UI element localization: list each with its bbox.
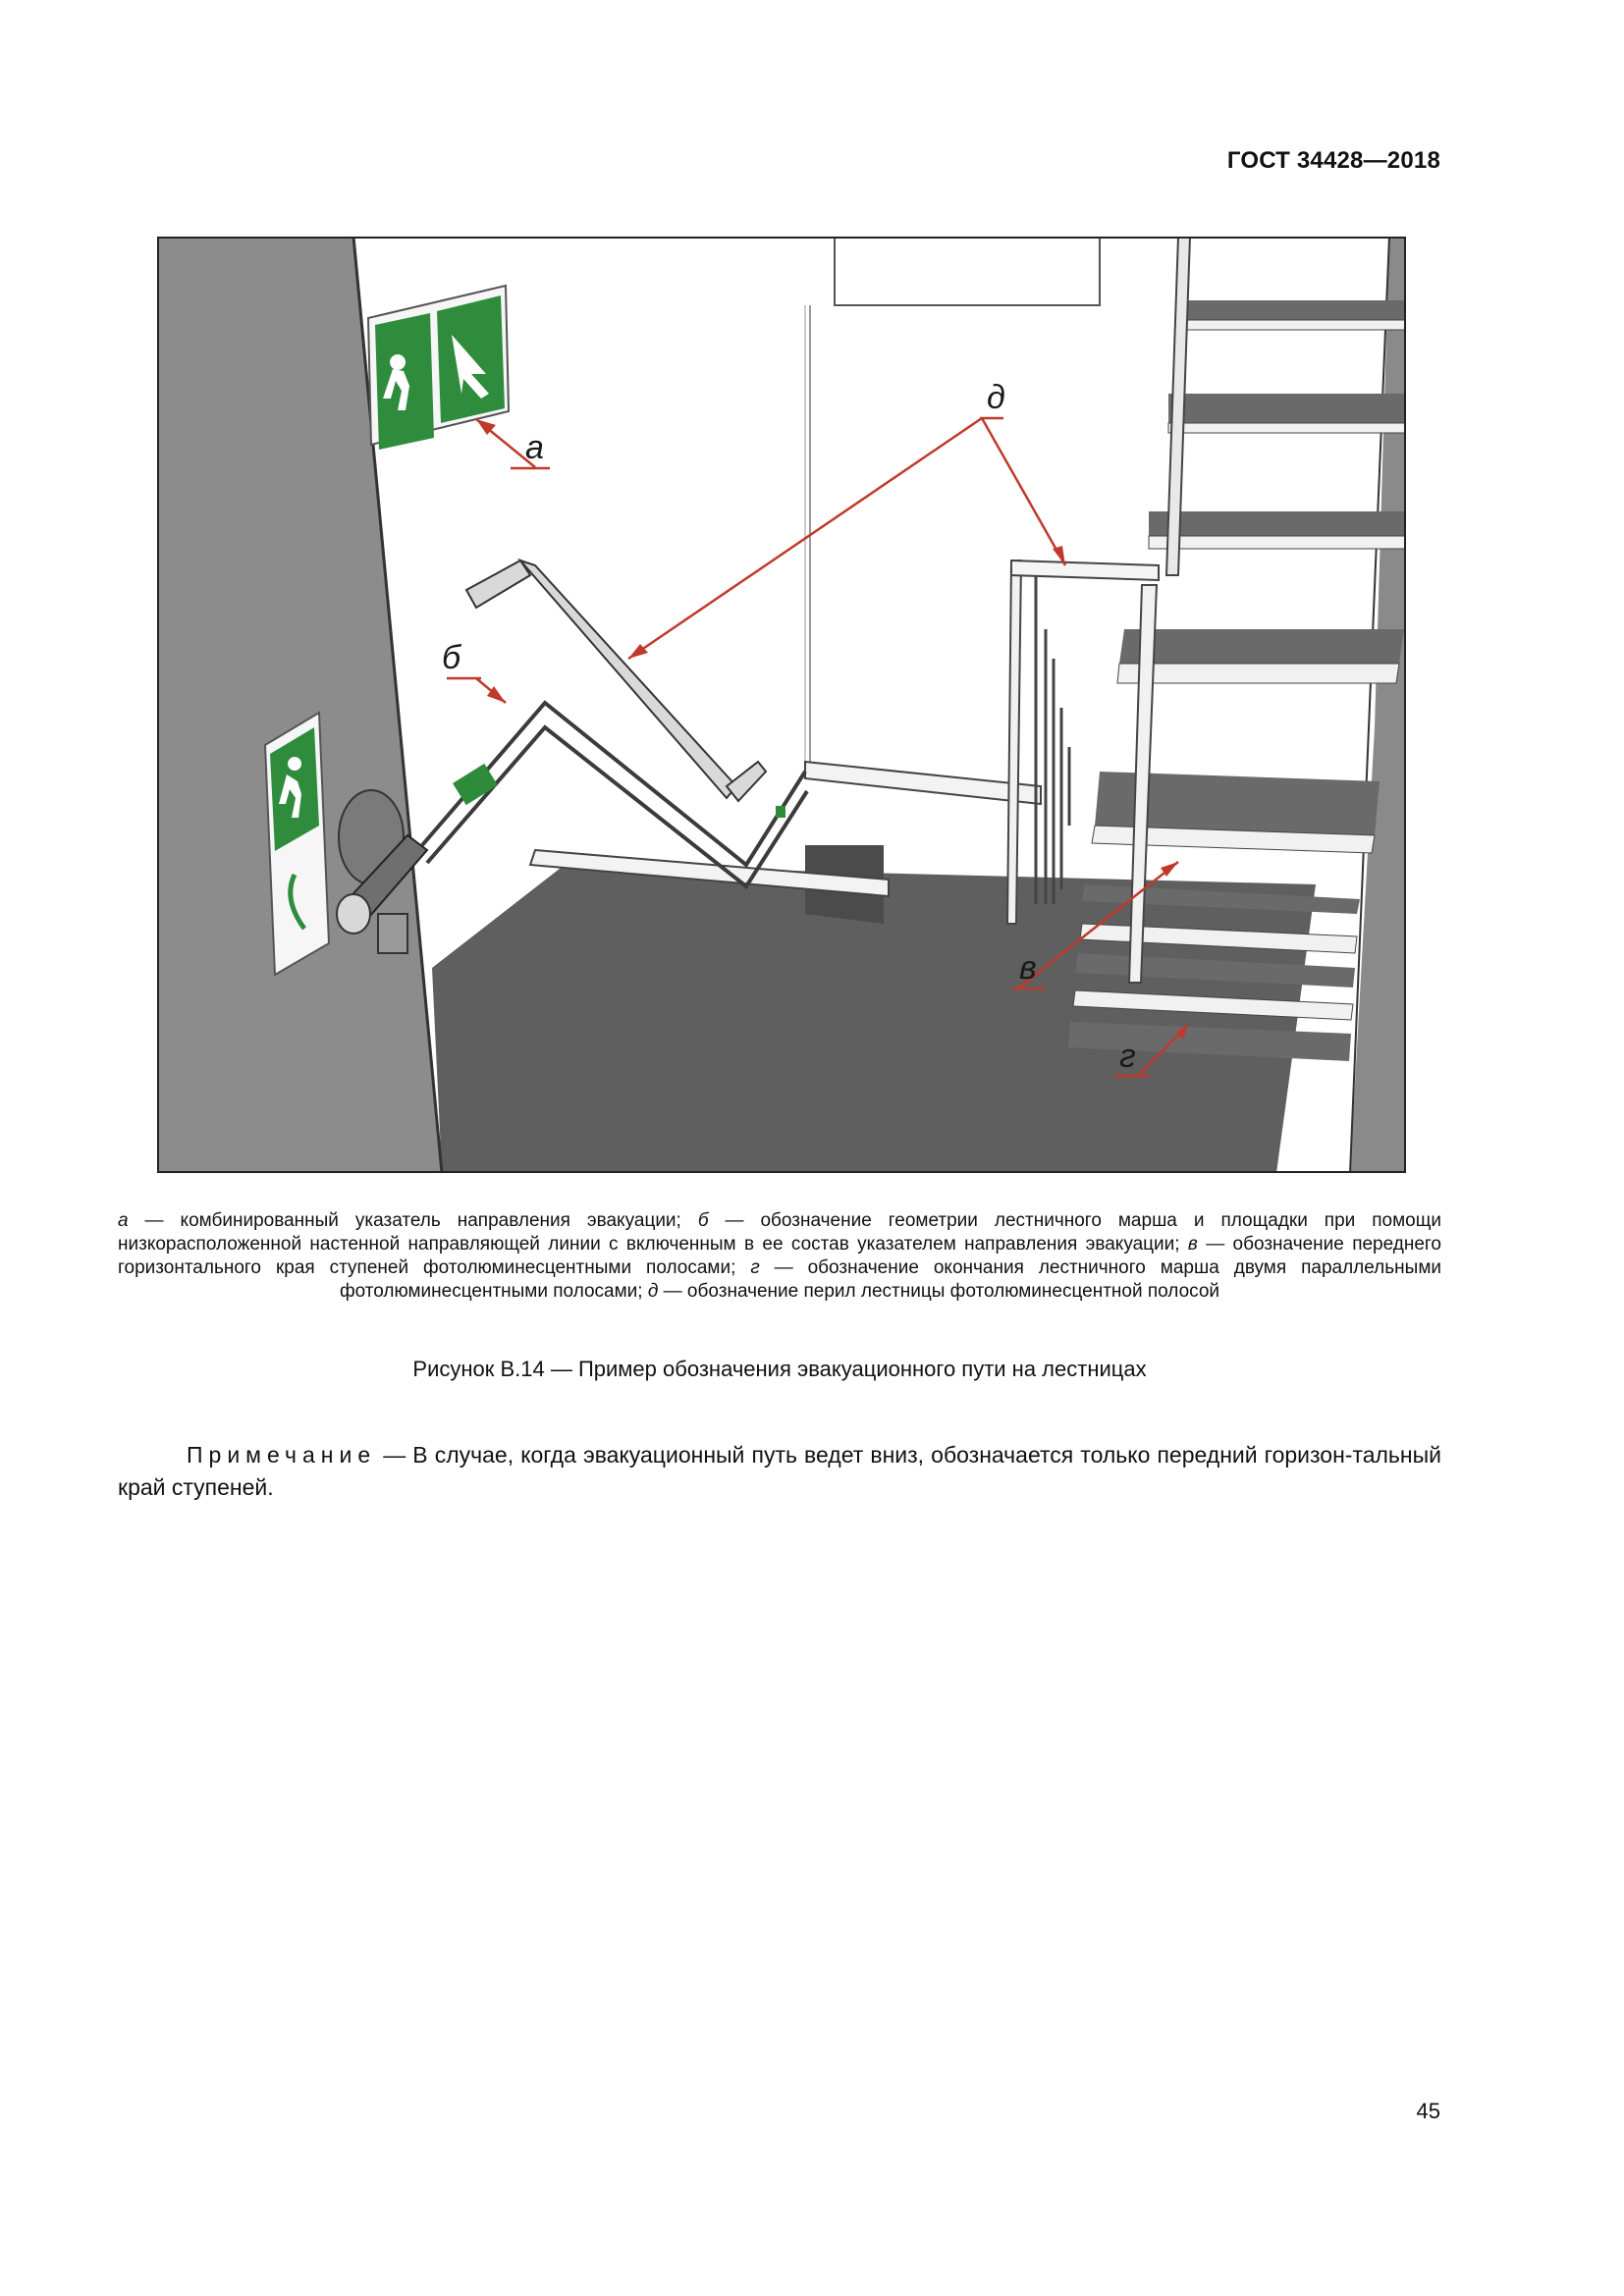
legend-text-v: — обозначение переднего горизонтального края ступеней фотолюминесцентными полосами; — [118, 1234, 1441, 1278]
legend-letter-a: а — [118, 1210, 129, 1231]
legend-text-b: — обозначение геометрии лестничного марша и площадки при помощи низкорасположенной настенной направляющей линии с включенным в ее состав указателем направления эвакуации; — [118, 1210, 1441, 1255]
legend-text-g: — обозначение окончания лестничного марша двумя параллельными фотолюминесцентными полосами; — [339, 1257, 1441, 1302]
figure-legend — [118, 1209, 1441, 1304]
note-label: Примечание — [187, 1442, 377, 1468]
label-g: г — [1119, 1038, 1136, 1075]
door-exit-sign — [265, 713, 329, 975]
legend-letter-g: г — [750, 1257, 760, 1278]
note-text: — В случае, когда эвакуационный путь ведет вниз, обозначается только передний горизон-тальный край ступеней. — [118, 1442, 1441, 1500]
legend-text-d: — обозначение перил лестницы фотолюминесцентной полосой — [658, 1281, 1220, 1302]
legend-letter-b: б — [697, 1210, 709, 1231]
legend-text-a: — комбинированный указатель направления эвакуации; — [128, 1210, 698, 1231]
document-header-standard: ГОСТ 34428—2018 — [1226, 147, 1440, 174]
figure-caption: Рисунок В.14 — Пример обозначения эвакуационного пути на лестницах — [412, 1357, 1147, 1381]
ceiling-beam — [835, 237, 1100, 305]
label-v: в — [1019, 949, 1037, 987]
label-a: а — [525, 429, 544, 466]
staircase-drawing — [157, 237, 1406, 1173]
label-b: б — [442, 639, 461, 676]
page-number: 45 — [1416, 2099, 1440, 2123]
legend-letter-v: в — [1187, 1234, 1198, 1255]
label-d: д — [987, 379, 1005, 416]
legend-letter-d: д — [647, 1281, 659, 1302]
note-paragraph — [118, 1439, 1441, 1504]
figure-staircase-illustration — [157, 237, 1406, 1173]
